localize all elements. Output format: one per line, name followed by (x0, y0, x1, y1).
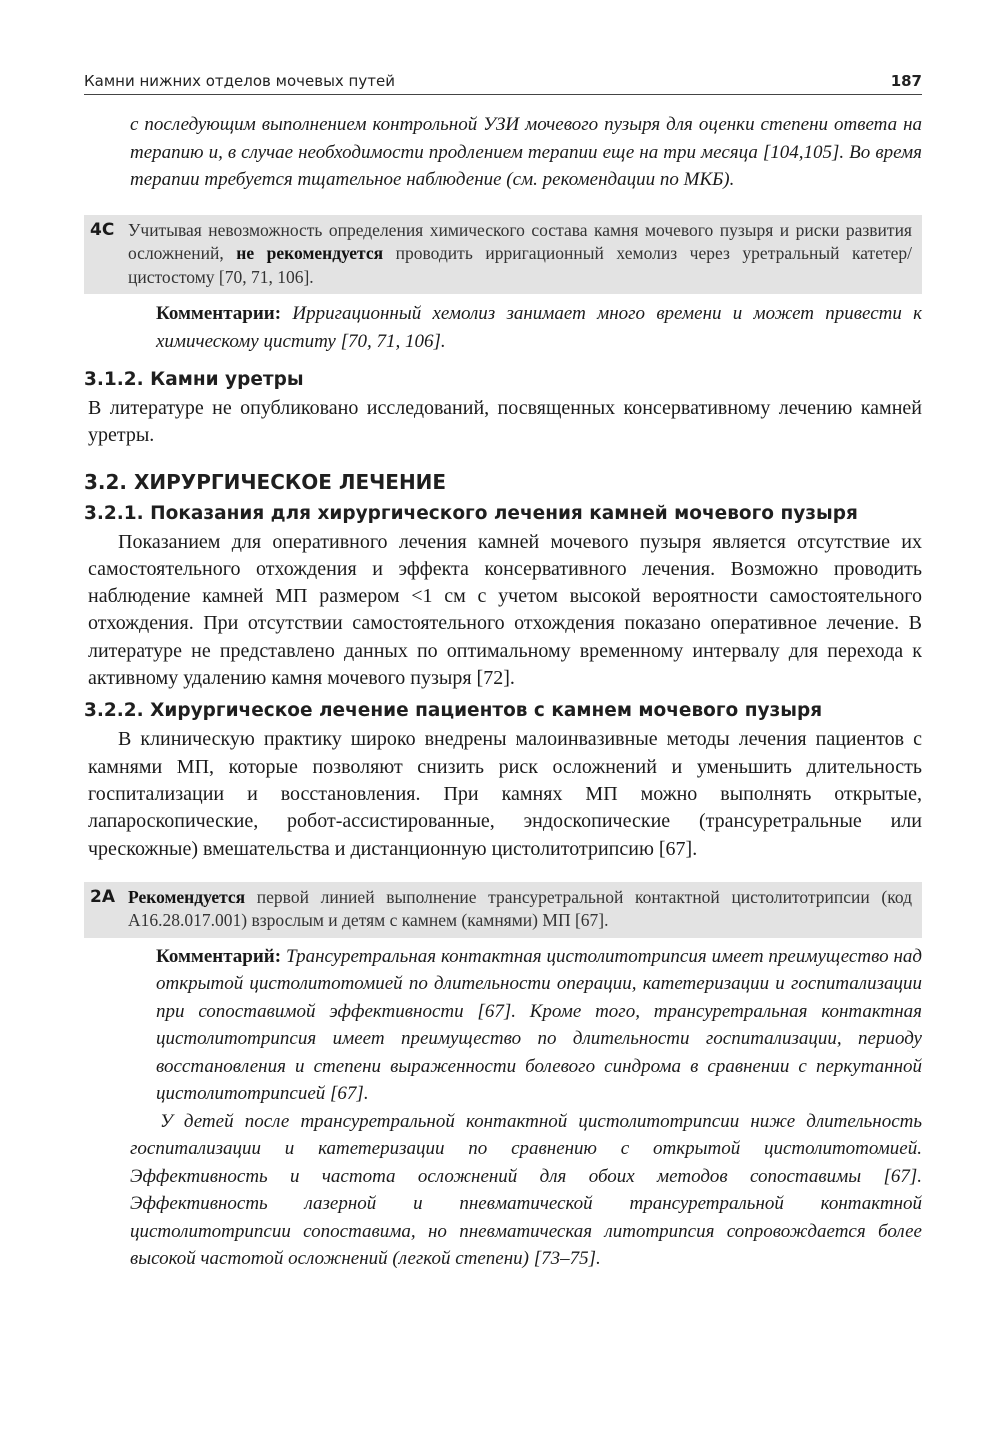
recommendation-keyword: не рекомендуется (236, 243, 384, 263)
section-paragraph: Показанием для оперативного лечения камней мочевого пузыря является отсутствие их самостоятельного отхождения и эффекта консервативного лечения. Возможно проводить наблюдение камней МП размером <1 см с учетом высокой вероятности самостоятельного отхождения. При отсутствии самостоятельного отхождения показано оперативное лечение. В литературе не представлено данных по оптимальному временному интервалу для перехода к активному удалению камня мочевого пузыря [72]. (88, 530, 922, 690)
recommendation-box-4c (84, 215, 922, 295)
comment-paragraph: Комментарий: Трансуретральная контактная цистолитотрипсия имеет преимущество над открытой цистолитотомией по длительности операции, катетеризации и госпитализации при сопоставимой эффективности [67]. Кроме того, трансуретральная контактная цистолитотрипсия имеет преимущество по длительности госпитализации, периоду восстановления и степени выраженности болевого синдрома в сравнении с перкутанной цистолитотрипсией [67]. (156, 945, 922, 1105)
comment-label: Комментарий: (156, 945, 282, 967)
document-page (84, 66, 922, 1273)
section-heading-3-2-2: 3.2.2. Хирургическое лечение пациентов с камнем мочевого пузыря (84, 700, 823, 722)
evidence-grade-badge: 2А (90, 886, 115, 907)
section-paragraph: В клиническую практику широко внедрены малоинвазивные методы лечения пациентов с камнями МП, которые позволяют снизить риск осложнений и уменьшить длительность госпитализации и восстановления. При камнях МП можно выполнять открытые, лапароскопические, робот-ассистированные, эндоскопические (трансуретральные или чрескожные) вмешательства и дистанционную цистолитотрипсию [67]. (88, 728, 922, 860)
recommendation-box-2a (84, 882, 922, 938)
section-heading-3-2: 3.2. ХИРУРГИЧЕСКОЕ ЛЕЧЕНИЕ (84, 469, 447, 494)
comment-paragraph: Комментарии: Ирригационный хемолиз занимает много времени и может привести к химическому циститу [70, 71, 106]. (156, 303, 922, 352)
continuation-paragraph: с последующим выполнением контрольной УЗИ мочевого пузыря для оценки степени ответа на терапию и, в случае необходимости продлением терапии еще на три месяца [104,105]. Во время терапии требуется тщательное наблюдение (см. рекомендации по МКБ). (130, 114, 922, 190)
recommendation-text: Учитывая невозможность определения химического состава камня мочевого пузыря и риски развития осложнений, не рекомендуется проводить ирригационный хемолиз через уретральный катетер/цистостому [70, 71, 106]. (128, 219, 912, 287)
evidence-grade-badge: 4С (90, 219, 115, 240)
comment-paragraph-continued: У детей после трансуретральной контактной цистолитотрипсии ниже длительность госпитализации и катетеризации по сравнению с открытой цистолитотомией. Эффективность и частота осложнений для обоих методов сопоставимы [67]. Эффективность лазерной и пневматической трансуретральной контактной цистолитотрипсии сопоставима, но пневматическая литотрипсия сопровождается более высокой частотой осложнений (легкой степени) [73–75]. (130, 1110, 922, 1270)
running-header (84, 66, 922, 95)
section-paragraph: В литературе не опубликовано исследований, посвященных консервативному лечению камней уретры. (88, 397, 922, 447)
page-number: 187 (890, 72, 922, 90)
section-heading-3-1-2: 3.1.2. Камни уретры (84, 369, 304, 390)
recommendation-keyword: Рекомендуется (128, 886, 246, 907)
running-title: Камни нижних отделов мочевых путей (84, 72, 395, 90)
recommendation-text: Рекомендуется первой линией выполнение трансуретральной контактной цистолитотрипсии (код А16.28.017.001) взрослым и детям с камнем (камнями) МП [67]. (128, 886, 912, 931)
section-heading-3-2-1: 3.2.1. Показания для хирургического лечения камней мочевого пузыря (84, 502, 858, 524)
comment-label: Комментарии: (156, 303, 282, 324)
